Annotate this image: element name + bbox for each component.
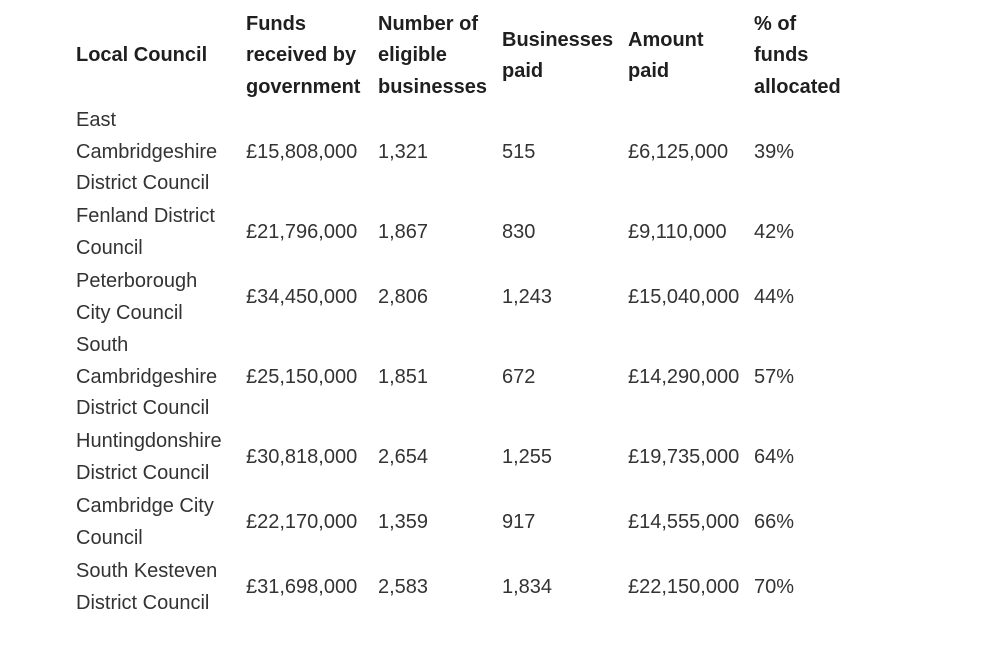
cell-eligible-businesses: 1,359 xyxy=(378,510,429,533)
table-row xyxy=(74,490,864,555)
cell-percent-allocated: 44% xyxy=(754,285,795,308)
table-row xyxy=(74,330,864,425)
cell-percent-allocated: 66% xyxy=(754,510,795,533)
council-funds-table xyxy=(74,7,864,620)
table-row xyxy=(74,555,864,620)
cell-funds-received: £30,818,000 xyxy=(246,445,358,468)
header-local-council: Local Council xyxy=(76,44,208,67)
cell-businesses-paid: 672 xyxy=(502,365,536,388)
cell-amount-paid: £6,125,000 xyxy=(628,140,729,163)
cell-businesses-paid: 515 xyxy=(502,140,536,163)
cell-funds-received: £31,698,000 xyxy=(246,575,358,598)
cell-council: South Cambridgeshire District Council xyxy=(76,334,218,420)
cell-council: Huntingdonshire District Council xyxy=(76,430,222,484)
cell-eligible-businesses: 1,321 xyxy=(378,140,429,163)
cell-percent-allocated: 57% xyxy=(754,365,795,388)
cell-amount-paid: £9,110,000 xyxy=(628,220,727,243)
cell-eligible-businesses: 1,851 xyxy=(378,365,429,388)
cell-percent-allocated: 70% xyxy=(754,575,795,598)
cell-businesses-paid: 917 xyxy=(502,510,536,533)
header-row xyxy=(74,7,864,105)
header-funds-received: Funds received by government xyxy=(246,12,361,98)
cell-funds-received: £21,796,000 xyxy=(246,220,358,243)
cell-funds-received: £22,170,000 xyxy=(246,510,358,533)
cell-council: Fenland District Council xyxy=(76,205,215,259)
cell-amount-paid: £15,040,000 xyxy=(628,285,740,308)
cell-funds-received: £34,450,000 xyxy=(246,285,358,308)
table-row xyxy=(74,425,864,490)
cell-eligible-businesses: 2,806 xyxy=(378,285,429,308)
table-row xyxy=(74,265,864,330)
cell-businesses-paid: 1,834 xyxy=(502,575,553,598)
cell-percent-allocated: 42% xyxy=(754,220,795,243)
cell-businesses-paid: 1,255 xyxy=(502,445,553,468)
cell-council: Peterborough City Council xyxy=(76,270,198,324)
cell-amount-paid: £22,150,000 xyxy=(628,575,740,598)
cell-amount-paid: £19,735,000 xyxy=(628,445,740,468)
cell-eligible-businesses: 2,654 xyxy=(378,445,429,468)
header-percent-allocated: % of funds allocated xyxy=(754,12,841,98)
table-body xyxy=(74,105,864,620)
cell-amount-paid: £14,290,000 xyxy=(628,365,740,388)
header-amount-paid: Amount paid xyxy=(628,28,704,82)
cell-amount-paid: £14,555,000 xyxy=(628,510,740,533)
table-header xyxy=(74,7,864,105)
cell-council: South Kesteven District Council xyxy=(76,560,218,614)
cell-businesses-paid: 830 xyxy=(502,220,536,243)
cell-businesses-paid: 1,243 xyxy=(502,285,553,308)
cell-eligible-businesses: 2,583 xyxy=(378,575,429,598)
header-businesses-paid: Businesses paid xyxy=(502,28,614,82)
cell-funds-received: £15,808,000 xyxy=(246,140,358,163)
cell-percent-allocated: 64% xyxy=(754,445,795,468)
cell-percent-allocated: 39% xyxy=(754,140,795,163)
cell-council: Cambridge City Council xyxy=(76,495,214,549)
table-row xyxy=(74,200,864,265)
cell-funds-received: £25,150,000 xyxy=(246,365,358,388)
header-eligible-businesses: Number of eligible businesses xyxy=(378,12,487,98)
table-row xyxy=(74,105,864,200)
cell-council: East Cambridgeshire District Council xyxy=(76,109,218,195)
cell-eligible-businesses: 1,867 xyxy=(378,220,429,243)
